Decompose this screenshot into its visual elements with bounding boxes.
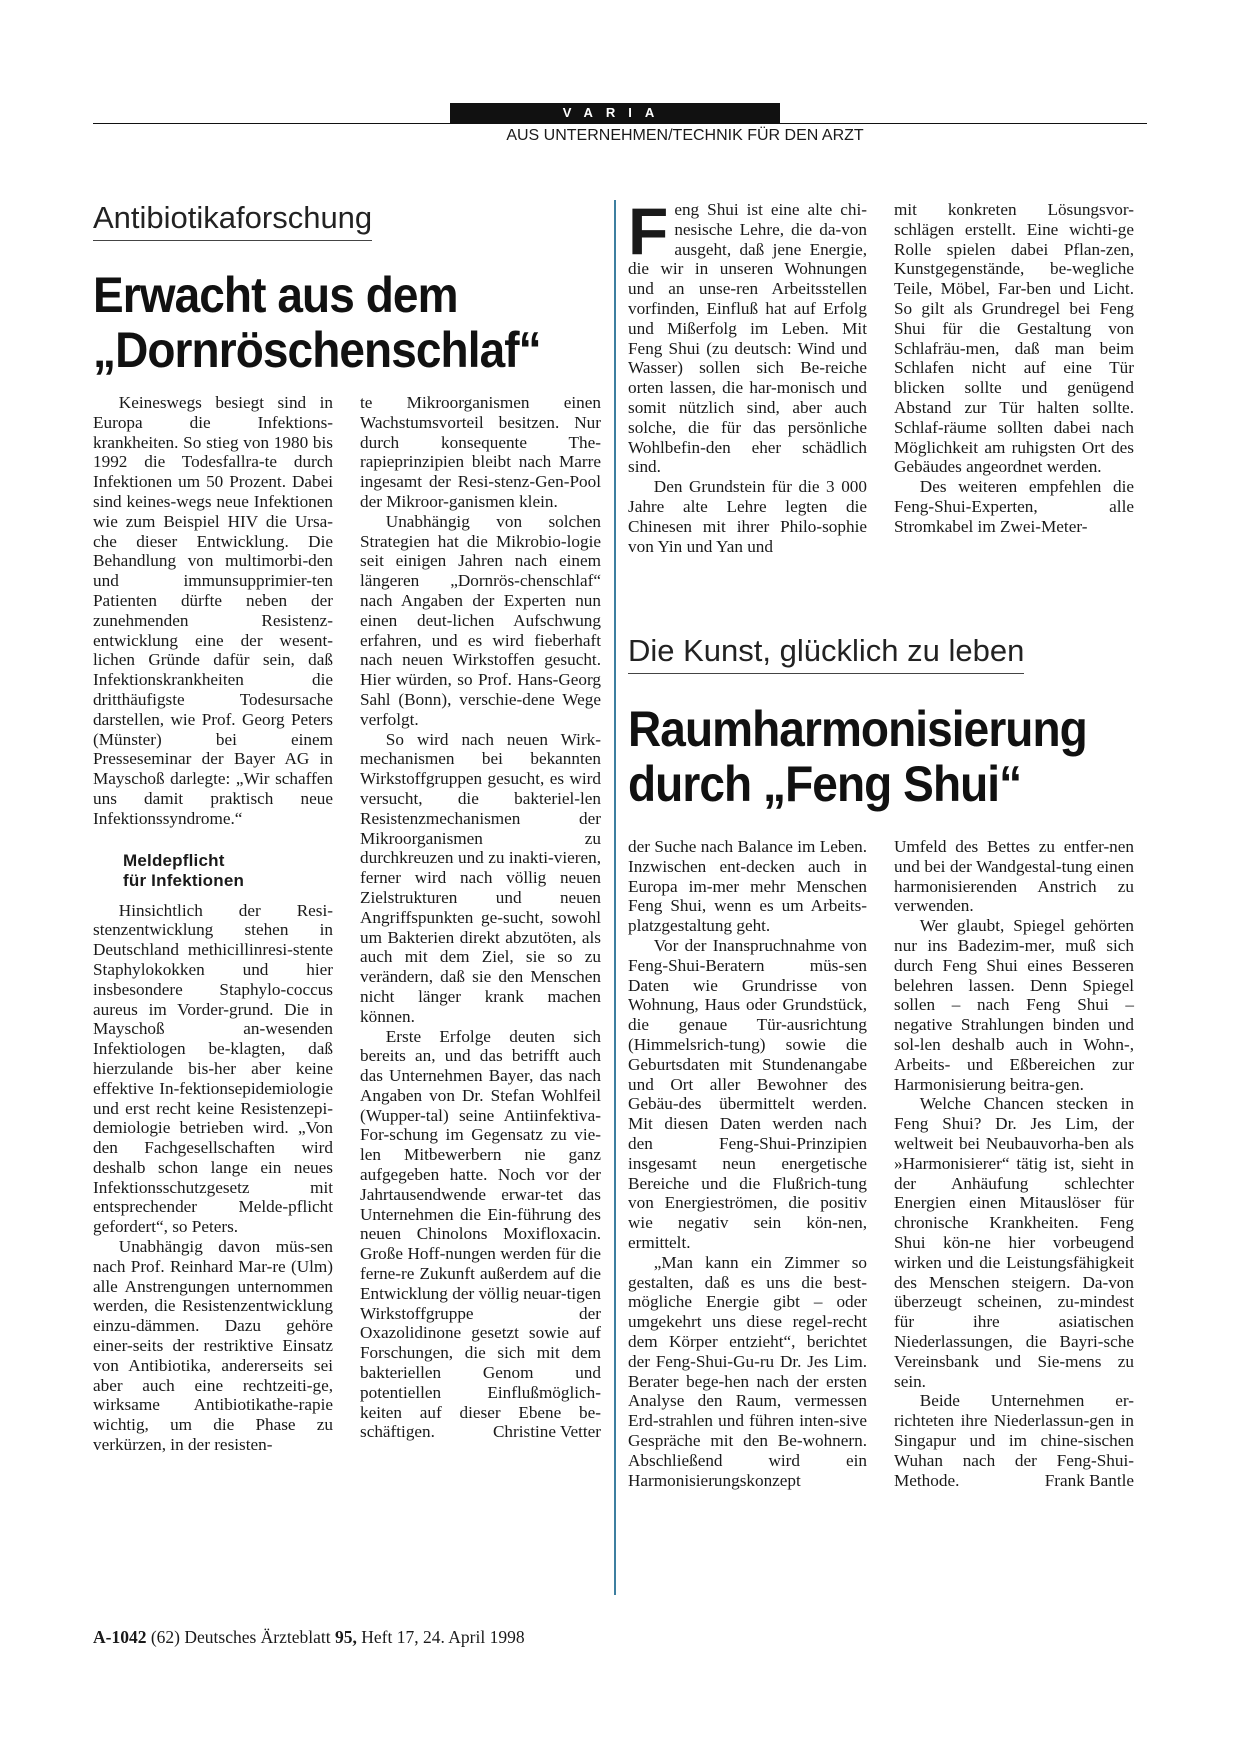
paragraph: So wird nach neuen Wirk-mechanismen bei bekannten Wirkstoffgruppen gesucht, es wird versucht, die bakteriel-len Resistenzmechanismen der Mikroorganismen zu durchkreuzen und zu inakti-vieren, ferner wird nach völlig neuen Zielstrukturen und neuen Angriffspunkten ge-sucht, sowohl um Bakterien direkt abzutöten, als auch mit dem Ziel, sie so zu verändern, daß sie den Menschen nicht länger krank machen können. [360,729,601,1026]
paragraph: „Man kann ein Zimmer so gestalten, daß es uns die best-mögliche Energie gibt – oder umgekehrt uns diese regel-recht dem Körper entzieht“, berichtet der Feng-Shui-Gu-ru Dr. Jes Lim. Berater bege-hen nach der ersten Analyse den Raum, vermessen Erd-strahlen und führen inten-sive Gespräche mit den Be-wohnern. Abschließend wird ein Harmonisierungskonzept [628,1252,867,1490]
paragraph: Welche Chancen stecken in Feng Shui? Dr. Jes Lim, der weltweit bei Neubauvorha-ben als »Harmonisierer“ tätig ist, sieht in der Anhäufung schlechter Energien einen Mitauslöser für chronische Krankheiten. Feng Shui kön-ne hier vorbeugend wirken und die Leistungsfähigkeit des Menschen steigern. Da-von überzeugt scheinen, zu-mindest für ihre asiatischen Niederlassungen, die Bayri-sche Vereinsbank und Sie-mens zu sein. [894,1094,1134,1391]
paragraph: Beide Unternehmen er-richteten ihre Niederlassun-gen in Singapur und im chine-sischen Wuhan nach der Feng-Shui-Methode. Frank Bantle [894,1391,1134,1490]
paragraph: te Mikroorganismen einen Wachstumsvorteil besitzen. Nur durch konsequente The-rapieprinzipien bleibt nach Marre ingesamt der Resi-stenz-Gen-Pool der Mikroor-ganismen klein. [360,393,601,511]
volume: 95, [335,1627,357,1647]
paragraph: Unabhängig davon müs-sen nach Prof. Reinhard Mar-re (Ulm) alle Anstrengungen unternommen werden, die Resistenzentwicklung einzu-dämmen. Dazu gehöre einer-seits der restriktive Einsatz von Antibiotika, andererseits sei aber auch eine rechtzeiti-ge, wirksame Antibiotikathe-rapie wichtig, um die Phase zu verkürzen, in der resisten- [93,1237,333,1455]
author: Frank Bantle [1044,1470,1134,1490]
article1-column-2 [360,393,601,1442]
page-code: A-1042 [93,1627,147,1647]
page-footer [93,1627,525,1648]
paragraph: Unabhängig von solchen Strategien hat die Mikrobio-logie seit einigen Jahren nach einem längeren „Dornrös-chenschlaf“ nach Angaben der Experten nun einen deut-lichen Aufschwung erfahren, und es wird fieberhaft nach neuen Wirkstoffen gesucht. Hier würden, so Prof. Hans-Georg Sahl (Bonn), verschie-dene Wege verfolgt. [360,511,601,729]
paragraph: Feng Shui ist eine alte chi-nesische Lehre, die da-von ausgeht, daß jene Energie, die wir in unseren Wohnungen und an unse-ren Arbeitsstellen vorfinden, Einfluß hat auf Erfolg und Mißerfolg im Leben. Mit Feng Shui (zu deutsch: Wind und Wasser) sollen sich Be-reiche orten lassen, die har-monisch und somit nützlich sind, aber auch solche, die für das persönliche Wohlbefin-den eher schädlich sind. [628,194,867,477]
paragraph: der Suche nach Balance im Leben. Inzwischen ent-decken auch in Europa im-mer mehr Menschen Feng Shui, wenn es um Arbeits-platzgestaltung geht. [628,837,867,936]
article2-headline-line2: durch „Feng Shui“ [628,756,1022,812]
article2-column-3 [628,837,867,1490]
article2-column-1 [628,194,867,556]
issue-date: Heft 17, 24. April 1998 [361,1627,525,1647]
paragraph: Umfeld des Bettes zu entfer-nen und bei der Wandgestal-tung einen harmonisierenden Anstrich zu verwenden. [894,837,1134,916]
paragraph: Erste Erfolge deuten sich bereits an, und das betrifft auch das Unternehmen Bayer, das nach Angaben von Dr. Stefan Wohlfeil (Wupper-tal) seine Antiinfektiva-For-schung im Gegensatz zu vie-len Mitbewerbern nie ganz aufgegeben hatte. Noch vor der Jahrtausendwende erwar-tet das Unternehmen die Ein-führung des neuen Chinolons Moxifloxacin. Große Hoff-nungen werden für die ferne-re Zukunft außerdem auf die Entwicklung der völlig neuar-tigen Wirkstoffgruppe der Oxazolidinone gesetzt sowie auf Forschungen, die sich mit dem bakteriellen Genom und potentiellen Einflußmöglich-keiten auf dieser Ebene be-schäftigen. Christine Vetter [360,1026,601,1442]
section-subtitle: AUS UNTERNEHMEN/TECHNIK FÜR DEN ARZT [506,127,864,144]
paragraph: Des weiteren empfehlen die Feng-Shui-Experten, alle Stromkabel im Zwei-Meter- [894,477,1134,536]
article1-kicker: Antibiotikaforschung [93,200,372,241]
article2-headline-line1: Raumharmonisierung [628,701,1087,757]
article2-kicker: Die Kunst, glücklich zu leben [628,633,1024,674]
article2-headline [628,702,1087,812]
column-divider [614,200,616,1595]
page-info: (62) Deutsches Ärzteblatt [150,1627,331,1647]
dropcap: F [628,194,669,268]
article1-column-1 [93,393,333,1455]
article1-headline [93,268,541,378]
paragraph: Den Grundstein für die 3 000 Jahre alte Lehre legten die Chinesen mit ihrer Philo-sophie von Yin und Yan und [628,477,867,556]
header-rule [93,123,1147,124]
paragraph: Wer glaubt, Spiegel gehörten nur ins Badezim-mer, muß sich durch Feng Shui eines Besseren belehren lassen. Denn Spiegel sollen – nach Feng Shui – negative Strahlungen binden und sol-len deshalb auch in Wohn-, Arbeits- und Eßbereichen zur Harmonisierung beitra-gen. [894,916,1134,1094]
subheading: Meldepflicht für Infektionen [123,850,245,890]
article1-headline-line2: „Dornröschenschlaf“ [93,322,541,378]
paragraph: Keineswegs besiegt sind in Europa die Infektions-krankheiten. So stieg von 1980 bis 1992 die Todesfallra-te durch Infektionen um 50 Prozent. Dabei sind keines-wegs neue Infektionen wie zum Beispiel HIV die Ursa-che dieser Entwicklung. Die Behandlung von multimorbi-den und immunsupprimier-ten Patienten dürfte neben der zunehmenden Resistenz-entwicklung eine der wesent-lichen Gründe dafür sein, daß Infektionskrankheiten die dritthäufigste Todesursache darstellen, wie Prof. Georg Peters (Münster) bei einem Presseseminar der Bayer AG in Mayschoß darlegte: „Wir schaffen uns damit praktisch neue Infektionssyndrome.“ [93,393,333,828]
article2-column-2 [894,200,1134,537]
section-label: VARIA [450,103,780,123]
author: Christine Vetter [492,1422,601,1442]
paragraph: mit konkreten Lösungsvor-schlägen erstellt. Eine wichti-ge Rolle spielen dabei Pflan-zen, Kunstgegenstände, be-wegliche Teile, Möbel, Far-ben und Licht. So gilt als Grundregel bei Feng Shui für die Gestaltung von Schlafräu-men, daß man beim Schlafen nicht auf eine Tür blicken sollte und genügend Abstand zur Tür halten sollte. Schlaf-räume sollten dabei nach Möglichkeit am ruhigsten Ort des Gebäudes angeordnet werden. [894,200,1134,477]
article2-column-4 [894,837,1134,1490]
paragraph: Hinsichtlich der Resi-stenzentwicklung stehen in Deutschland methicillinresi-stente Staphylokokken und hier insbesondere Staphylo-coccus aureus im Vorder-grund. Die in Mayschoß an-wesenden Infektiologen be-klagten, daß hierzulande bis-her aber keine effektive In-fektionsepidemiologie und erst recht keine Resistenzepi-demiologie betrieben wird. „Von den Fachgesellschaften wird deshalb schon lange ein neues Infektionsschutzgesetz mit entsprechender Melde-pflicht gefordert“, so Peters. [93,900,333,1237]
article1-headline-line1: Erwacht aus dem [93,267,458,323]
paragraph: Vor der Inanspruchnahme von Feng-Shui-Beratern müs-sen Daten wie Grundrisse von Wohnung, Haus oder Grundstück, die genaue Tür-ausrichtung (Himmelsrich-tung) sowie die Geburtsdaten mit Stundenangabe und Ort aller Bewohner des Gebäu-des übermittelt werden. Mit diesen Daten werden nach den Feng-Shui-Prinzipien insgesamt neun energetische Bereiche und die Flußrich-tung von Energieströmen, die positiv wie negativ sein kön-nen, ermittelt. [628,935,867,1252]
